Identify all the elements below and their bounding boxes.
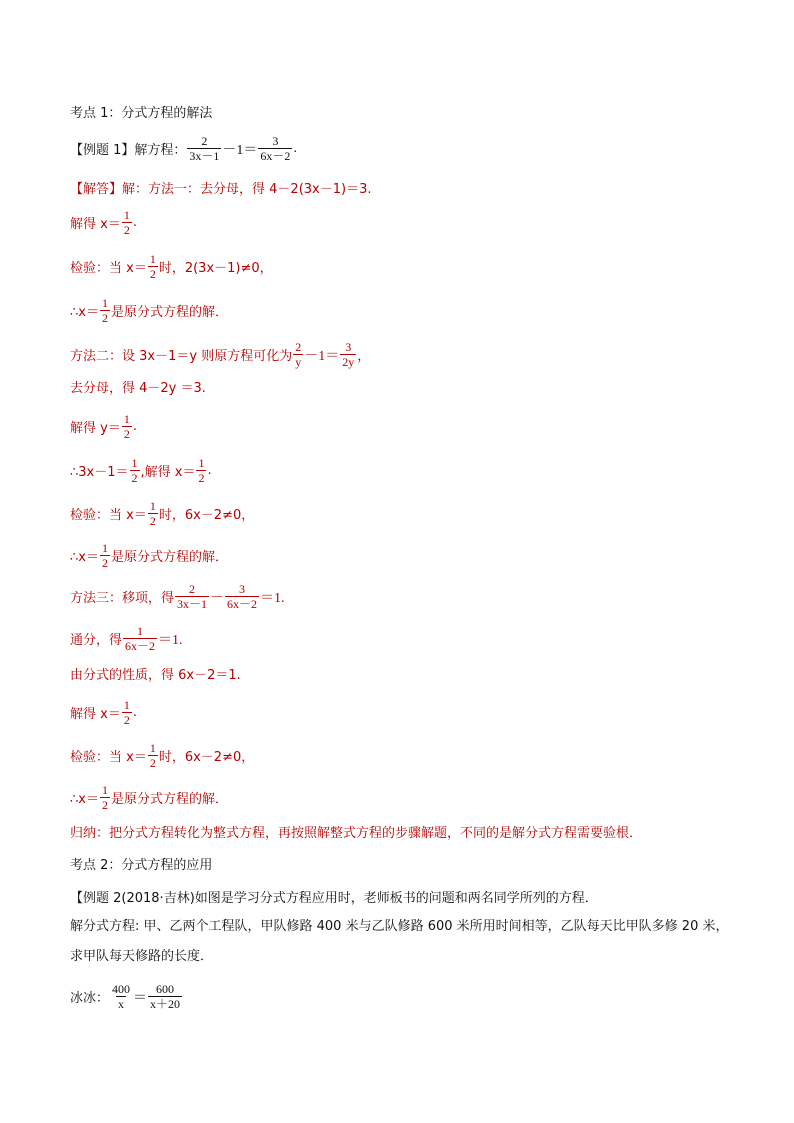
fraction: $\frac{1}{6x-2}$ [125, 624, 156, 653]
fraction: $\frac{1}{2}$ [101, 541, 108, 570]
fraction: $\frac{1}{2}$ [198, 456, 205, 485]
method3-conclusion: ∴x＝ $\frac{1}{2}$ 是原分式方程的解． [70, 783, 228, 812]
method1-conclusion: ∴x＝ $\frac{1}{2}$ 是原分式方程的解． [70, 296, 228, 325]
fraction: $\frac{1}{2}$ [123, 412, 130, 441]
method2-check: 检验：当 x＝ $\frac{1}{2}$ 时，6x－2≠0， [70, 499, 255, 528]
example-2-intro: 【例题 2(2018·吉林)如图是学习分式方程应用时，老师板书的问题和两名同学所列的方程． [70, 891, 598, 906]
fraction: $\frac{600}{x+20}$ [150, 982, 181, 1011]
fraction: $\frac{3}{6x-2}$ [227, 582, 258, 611]
method3-move: 方法三：移项，得 $\frac{2}{3x-1}$ － $\frac{3}{6x-2}$ ＝1. [70, 582, 285, 611]
example-1: 【例题 1】解方程： $\frac{2}{3x-1}$ －1＝ $\frac{3}{6x-2}$ . [70, 134, 297, 163]
method2-solve-y: 解得 y＝ $\frac{1}{2}$ . [70, 412, 137, 441]
method3-property: 由分式的性质，得 6x－2＝1. [70, 668, 241, 683]
fraction: $\frac{2}{3x-1}$ [189, 134, 220, 163]
method2-solve-x: ∴3x－1＝ $\frac{1}{2}$ ,解得 x＝ $\frac{1}{2}$ . [70, 456, 212, 485]
method3-solve: 解得 x＝ $\frac{1}{2}$ . [70, 698, 137, 727]
fraction: $\frac{400}{x}$ [112, 982, 131, 1011]
fraction: $\frac{1}{2}$ [101, 783, 108, 812]
method3-common-denominator: 通分，得 $\frac{1}{6x-2}$ ＝1. [70, 624, 183, 653]
fraction: $\frac{1}{2}$ [123, 698, 130, 727]
fraction: $\frac{1}{2}$ [101, 296, 108, 325]
method1-check: 检验：当 x＝ $\frac{1}{2}$ 时，2(3x－1)≠0， [70, 252, 273, 281]
answer-line: 【解答】 解：方法一：去分母，得 4－2(3x－1)＝3. [70, 178, 371, 197]
section-2-title: 考点 2：分式方程的应用 [70, 858, 213, 873]
fraction: $\frac{2}{3x-1}$ [177, 582, 208, 611]
fraction: $\frac{1}{2}$ [123, 208, 130, 237]
fraction: $\frac{1}{2}$ [131, 456, 138, 485]
fraction: $\frac{1}{2}$ [149, 499, 156, 528]
method2-clear: 去分母，得 4－2y ＝3. [70, 381, 206, 396]
bingbing-equation: 冰冰： $\frac{400}{x}$ ＝ $\frac{600}{x+20}$ [70, 982, 181, 1011]
fraction: $\frac{1}{2}$ [149, 252, 156, 281]
method3-check: 检验：当 x＝ $\frac{1}{2}$ 时，6x－2≠0， [70, 741, 255, 770]
fraction: $\frac{2}{y}$ [295, 340, 302, 369]
method1-solve: 解得 x＝ $\frac{1}{2}$ . [70, 208, 137, 237]
method2-conclusion: ∴x＝ $\frac{1}{2}$ 是原分式方程的解． [70, 541, 228, 570]
fraction: $\frac{1}{2}$ [149, 741, 156, 770]
section-1-title: 考点 1：分式方程的解法 [70, 106, 213, 121]
summary: 归纳：把分式方程转化为整式方程，再按照解整式方程的步骤解题，不同的是解分式方程需要验根． [70, 826, 643, 841]
example-2-problem: 解分式方程: 甲、乙两个工程队，甲队修路 400 米与乙队修路 600 米所用时间相等，乙队每天比甲队多修 20 米，求甲队每天修路的长度． [70, 919, 729, 964]
example-1-label: 【例题 1】解方程： [70, 143, 187, 158]
answer-tag: 【解答】 [70, 182, 123, 197]
method2-substitution: 方法二：设 3x－1＝y 则原方程可化为 $\frac{2}{y}$ －1＝ $\frac{3}{2y}$ ， [70, 340, 371, 369]
fraction: $\frac{3}{6x-2}$ [260, 134, 291, 163]
fraction: $\frac{3}{2y}$ [342, 340, 355, 369]
